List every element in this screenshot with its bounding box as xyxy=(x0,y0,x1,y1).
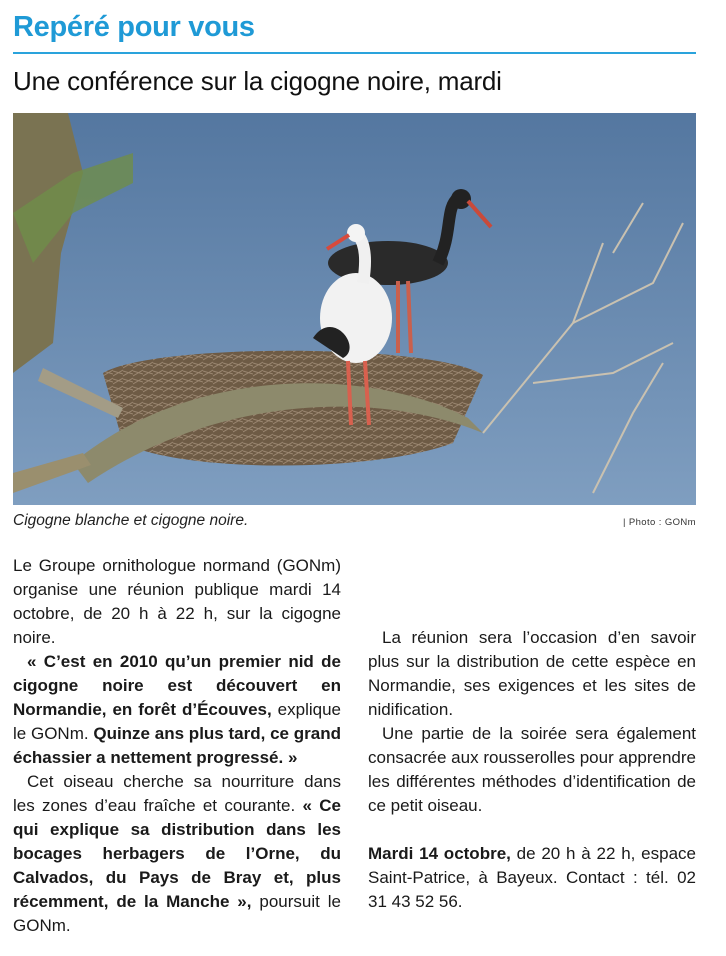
evening-paragraph: Une partie de la soirée sera également consacrée aux rousserolles pour apprendre les différentes méthodes d’identification de ce petit oiseau. xyxy=(368,724,696,815)
quote-paragraph xyxy=(13,650,341,770)
rubric-divider xyxy=(13,52,696,54)
article-column-right xyxy=(368,626,696,914)
practical-info xyxy=(368,842,696,914)
article-headline: Une conférence sur la cigogne noire, mardi xyxy=(13,66,502,96)
event-details: de 20 h à 22 h, espace Saint-Patrice, à Bayeux. Contact : tél. 02 31 43 52 56. xyxy=(368,844,696,911)
quote-attribution: explique le GONm. xyxy=(13,700,341,743)
quote-bold: « C’est en 2010 qu’un premier nid de cigogne noire est découvert en Normandie, en forêt d’Écouves, xyxy=(13,652,341,719)
intro-paragraph: Le Groupe ornithologue normand (GONm) organise une réunion publique mardi 14 octobre, de 20 h à 22 h, sur la cigogne noire. xyxy=(13,556,341,647)
habitat-paragraph xyxy=(13,770,341,938)
quote-bold-2: Quinze ans plus tard, ce grand échassier a nettement progressé. » xyxy=(13,724,341,767)
photo-caption: Cigogne blanche et cigogne noire. xyxy=(13,512,249,529)
article-column-left xyxy=(13,554,341,938)
photo-credit: | Photo : GONm xyxy=(622,517,696,528)
event-date: Mardi 14 octobre, xyxy=(368,844,511,863)
stork-photo xyxy=(13,113,696,505)
meeting-paragraph: La réunion sera l’occasion d’en savoir plus sur la distribution de cette espèce en Normandie, ses exigences et les sites de nidification. xyxy=(368,628,696,719)
section-rubric: Repéré pour vous xyxy=(13,11,255,43)
habitat-text: Cet oiseau cherche sa nourriture dans les zones d’eau fraîche et courante. xyxy=(13,772,341,815)
habitat-quote: « Ce qui explique sa distribution dans les bocages herbagers de l’Orne, du Calvados, du Pays de Bray et, plus récemment, de la Manche », xyxy=(13,796,341,911)
habitat-attribution: poursuit le GONm. xyxy=(13,892,341,935)
